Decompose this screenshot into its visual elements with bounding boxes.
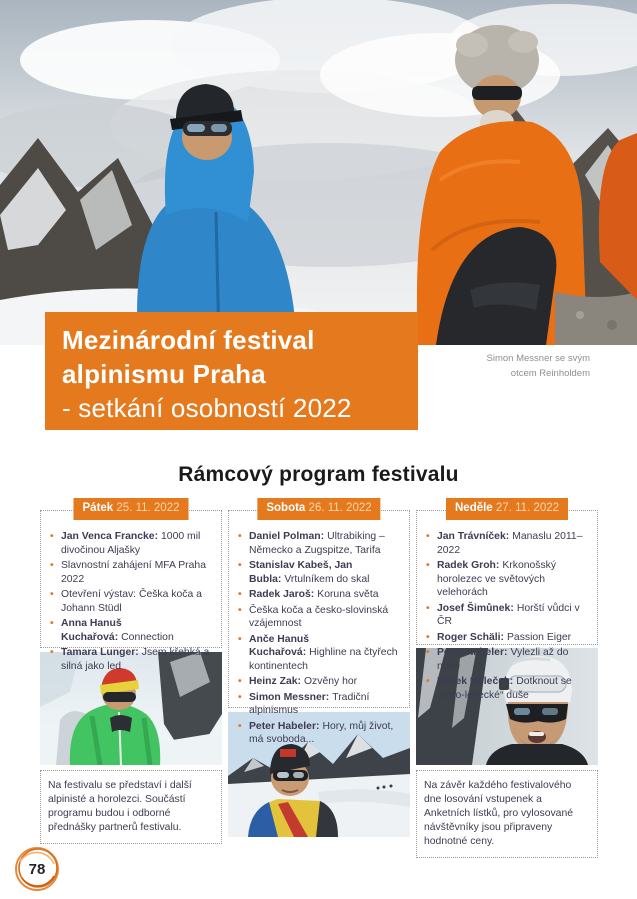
sunday-note: Na závěr každého festivalového dne losování vstupenek a Anketních lístků, pro vylosované návštěvníky jsou připraveny hodnotné ceny. — [416, 770, 598, 858]
item-description: Vrtulníkem do skal — [284, 573, 370, 585]
section-heading: Rámcový program festivalu — [178, 463, 459, 486]
program-item — [238, 633, 403, 674]
hero-photo — [0, 0, 637, 345]
sunday-program-list — [426, 530, 591, 702]
column-friday — [40, 502, 222, 844]
speaker-name: Anče Hanuš Kuchařová: — [249, 633, 310, 658]
speaker-name: Heinz Zak: — [249, 676, 301, 687]
item-description: 1000 mil divočinou Aljašky — [61, 531, 201, 556]
program-item — [426, 530, 591, 557]
program-item — [238, 675, 403, 689]
program-item — [50, 646, 215, 673]
speaker-name: Radek Jaroš: — [249, 589, 315, 600]
title-line-3: - setkání osobností 2022 — [62, 393, 352, 423]
saturday-day-label: Sobota — [266, 502, 306, 514]
program-item — [426, 675, 591, 702]
item-description: Hory, můj život, má svoboda... — [249, 720, 394, 745]
item-description: Ozvěny hor — [303, 676, 358, 687]
item-description: Ultrabiking – Německo a Zugspitze, Tarifa — [249, 531, 385, 556]
item-description: Češka koča a česko-slovinská vzájemnost — [249, 604, 389, 629]
program-item — [426, 631, 591, 645]
item-description: Highline na čtyřech kontinentech — [249, 647, 398, 672]
item-description: Koruna světa — [317, 589, 379, 600]
speaker-name: Simon Messner: — [249, 691, 330, 703]
program-item — [426, 646, 591, 673]
saturday-program-box — [228, 502, 410, 745]
sunday-date-label: 27. 11. 2022 — [495, 502, 560, 514]
speaker-name: Stanislav Kabeš, Jan Bubla: — [249, 560, 353, 585]
caption-line-2: otcem Reinholdem — [510, 368, 590, 379]
program-item — [50, 530, 215, 557]
item-description: Dotknout se „horo-lezecké“ duše — [437, 676, 572, 701]
item-description: Jsem křehká a silná jako led — [61, 647, 210, 672]
program-item — [50, 588, 215, 615]
item-description: Tradiční alpinismus — [249, 691, 370, 716]
speaker-name: Josef Šimůnek: — [437, 602, 514, 614]
program-item — [426, 602, 591, 629]
item-description: Manaslu 2011–2022 — [437, 531, 583, 556]
sunday-day-label: Neděle — [454, 502, 493, 514]
saturday-program-list — [238, 530, 403, 747]
speaker-name: Tamara Lunger: — [61, 647, 139, 658]
program-item — [50, 617, 215, 644]
item-description: Passion Eiger — [506, 631, 572, 643]
program-item — [238, 530, 403, 557]
title-line-1: Mezinárodní festival — [62, 325, 315, 355]
speaker-name: Anna Hanuš Kuchařová: — [61, 618, 122, 643]
program-item — [238, 588, 403, 602]
friday-program-list — [50, 530, 215, 673]
page-number: 78 — [28, 860, 46, 878]
item-description: Slavnostní zahájení MFA Praha 2022 — [61, 560, 206, 585]
saturday-date-label: 26. 11. 2022 — [308, 502, 372, 514]
title-line-2: alpinismu Praha — [62, 359, 266, 389]
speaker-name: Jan Venca Francke: — [61, 531, 159, 542]
column-saturday — [228, 502, 410, 837]
page-number-badge — [10, 842, 64, 896]
saturday-header — [257, 498, 380, 520]
speaker-name: Roger Schäli: — [437, 631, 504, 643]
speaker-name: Daniel Polman: — [249, 531, 325, 542]
program-item — [426, 559, 591, 600]
friday-day-label: Pátek — [82, 502, 114, 514]
speaker-name: Peter Habeler: — [249, 720, 320, 732]
item-description: Otevření výstav: Češka koča a Johann Stüdl — [61, 589, 202, 614]
title-banner — [45, 312, 418, 430]
program-columns — [40, 502, 598, 858]
item-description: Krkonošský horolezec ve světových velehorách — [437, 560, 557, 598]
item-description: Connection — [121, 631, 174, 643]
program-item — [238, 720, 403, 747]
friday-date-label: 25. 11. 2022 — [116, 502, 180, 514]
column-sunday — [416, 502, 598, 858]
speaker-name: Radek Groh: — [437, 560, 500, 571]
friday-note: Na festivalu se představí i další alpinisté a horolezci. Součástí programu budou i odborné přednášky partnerů festivalu. — [40, 770, 222, 844]
speaker-name: Peter Habeler: — [437, 647, 508, 658]
sunday-program-box — [416, 502, 598, 701]
friday-program-box — [40, 502, 222, 672]
item-description: Horští vůdci v ČR — [437, 602, 580, 627]
hero-photo-caption — [487, 351, 590, 381]
program-item — [238, 691, 403, 718]
item-description: Vylezli až do nebe — [437, 647, 569, 672]
program-item — [50, 559, 215, 586]
caption-line-1: Simon Messner se svým — [486, 353, 590, 364]
sunday-header — [446, 498, 568, 520]
friday-header — [74, 498, 189, 520]
speaker-name: Marek Holeček: — [437, 676, 514, 687]
speaker-name: Jan Trávníček: — [437, 531, 510, 542]
program-item — [238, 559, 403, 586]
program-item — [238, 604, 403, 631]
hero-photo-illustration — [0, 0, 637, 345]
